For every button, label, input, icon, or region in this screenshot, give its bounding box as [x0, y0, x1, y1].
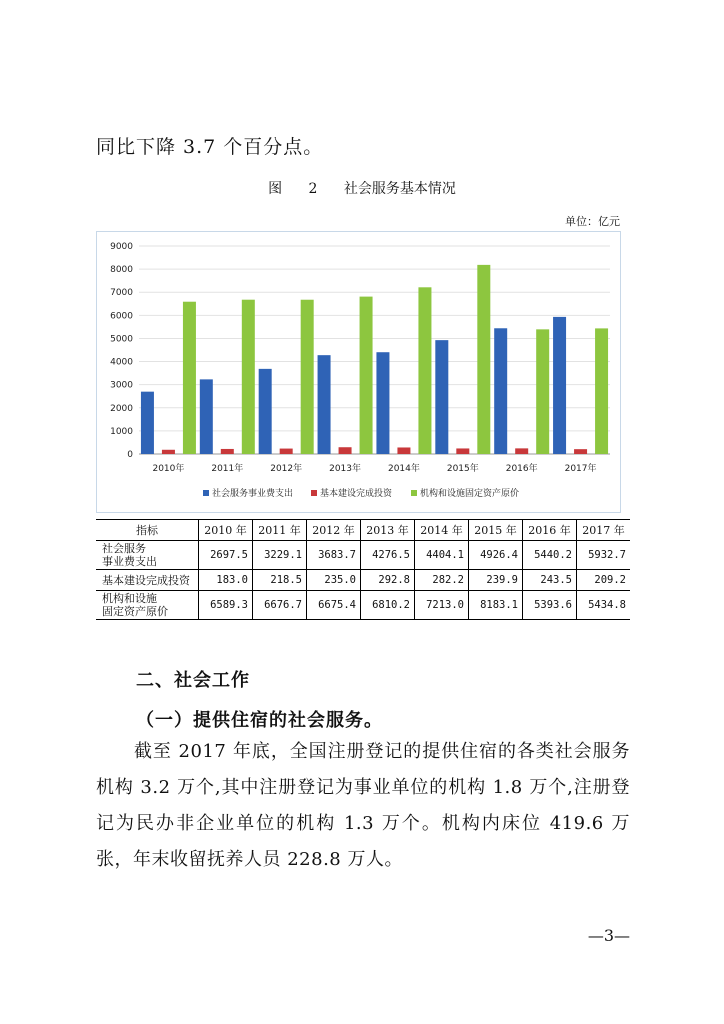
bar — [595, 328, 608, 454]
table-header-cell: 2015 年 — [469, 520, 523, 541]
x-tick-label: 2011年 — [211, 464, 244, 474]
table-header-cell: 2011 年 — [253, 520, 307, 541]
bar — [259, 369, 272, 454]
legend-label: 基本建设完成投资 — [320, 489, 393, 499]
row-label-line: 社会服务 — [102, 542, 146, 555]
table-cell: 5434.8 — [577, 591, 631, 620]
bar — [435, 340, 448, 454]
y-tick-label: 7000 — [110, 288, 133, 299]
x-tick-label: 2013年 — [329, 464, 362, 474]
page-number: —3— — [587, 926, 630, 945]
subsection-title: （一）提供住宿的社会服务。 — [136, 710, 383, 731]
body-paragraph: 截至 2017 年底，全国注册登记的提供住宿的各类社会服务机构 3.2 万个,其中注册登记为事业单位的机构 1.8 万个,注册登记为民办非企业单位的机构 1.3 万个。机构内床位 419.6 万张，年末收留抚养人员 228.8 万人。 — [96, 741, 630, 870]
legend-swatch — [311, 490, 317, 496]
row-label-line: 固定资产原价 — [102, 605, 168, 618]
x-tick-label: 2017年 — [564, 464, 597, 474]
table-cell: 6676.7 — [253, 591, 307, 620]
table-cell: 2697.5 — [199, 541, 253, 570]
bar — [494, 328, 507, 454]
table-cell: 239.9 — [469, 570, 523, 591]
data-table — [96, 519, 630, 620]
figure-title — [0, 178, 724, 198]
legend-swatch — [203, 490, 209, 496]
table-cell: 6589.3 — [199, 591, 253, 620]
table-header-cell: 2016 年 — [523, 520, 577, 541]
table-header-cell: 2010 年 — [199, 520, 253, 541]
y-tick-label: 4000 — [110, 357, 133, 368]
bar — [339, 447, 352, 454]
table-cell: 209.2 — [577, 570, 631, 591]
y-tick-label: 5000 — [110, 334, 133, 345]
table-cell: 5932.7 — [577, 541, 631, 570]
table-cell: 3683.7 — [307, 541, 361, 570]
table-cell: 5393.6 — [523, 591, 577, 620]
bar — [574, 449, 587, 454]
bar — [536, 329, 549, 454]
table-row — [96, 570, 630, 591]
row-label-line: 事业费支出 — [102, 555, 157, 568]
table-cell: 7213.0 — [415, 591, 469, 620]
bar — [318, 355, 331, 454]
table-header-cell: 2014 年 — [415, 520, 469, 541]
y-tick-label: 3000 — [110, 380, 133, 391]
bar — [242, 300, 255, 454]
bar — [360, 297, 373, 454]
table-cell: 292.8 — [361, 570, 415, 591]
bar — [553, 317, 566, 454]
bar — [221, 449, 234, 454]
table-cell: 218.5 — [253, 570, 307, 591]
legend-swatch — [411, 490, 417, 496]
table-cell: 243.5 — [523, 570, 577, 591]
unit-label: 单位：亿元 — [565, 215, 620, 228]
table-cell: 4404.1 — [415, 541, 469, 570]
x-tick-label: 2015年 — [446, 464, 479, 474]
bar — [418, 287, 431, 454]
table-cell: 8183.1 — [469, 591, 523, 620]
table-header-cell: 指标 — [96, 520, 199, 541]
legend-label: 机构和设施固定资产原价 — [420, 489, 520, 499]
y-tick-label: 6000 — [110, 311, 133, 322]
row-label-line: 基本建设完成投资 — [102, 573, 190, 587]
legend-label: 社会服务事业费支出 — [212, 489, 294, 499]
row-label — [96, 541, 199, 570]
table-cell: 6675.4 — [307, 591, 361, 620]
intro-text: 同比下降 3.7 个百分点。 — [96, 136, 324, 158]
table-header-cell: 2013 年 — [361, 520, 415, 541]
row-label-line: 机构和设施 — [102, 592, 157, 605]
y-tick-label: 0 — [127, 450, 133, 460]
table-row — [96, 591, 630, 620]
chart-container — [96, 231, 621, 513]
table-header-cell: 2017 年 — [577, 520, 631, 541]
table-header-cell: 2012 年 — [307, 520, 361, 541]
x-tick-label: 2014年 — [387, 464, 420, 474]
x-tick-label: 2016年 — [505, 464, 538, 474]
table-cell: 4926.4 — [469, 541, 523, 570]
figure-caption: 社会服务基本情况 — [343, 181, 456, 197]
section-title: 二、社会工作 — [136, 670, 250, 691]
bar — [162, 450, 175, 454]
x-tick-label: 2010年 — [152, 464, 185, 474]
bar — [200, 379, 213, 454]
y-tick-label: 2000 — [110, 403, 133, 414]
bar — [376, 352, 389, 454]
table-cell: 4276.5 — [361, 541, 415, 570]
y-tick-label: 8000 — [110, 265, 133, 276]
x-tick-label: 2012年 — [270, 464, 303, 474]
y-tick-label: 9000 — [110, 242, 133, 252]
row-label — [96, 570, 199, 591]
table-cell: 183.0 — [199, 570, 253, 591]
bar — [280, 449, 293, 454]
bar — [456, 448, 469, 454]
table-header-row — [96, 520, 630, 541]
bar — [477, 265, 490, 454]
table-cell: 6810.2 — [361, 591, 415, 620]
row-label — [96, 591, 199, 620]
bar — [301, 300, 314, 454]
table-cell: 5440.2 — [523, 541, 577, 570]
bar — [515, 448, 528, 454]
table-cell: 282.2 — [415, 570, 469, 591]
bar — [141, 392, 154, 454]
table-cell: 235.0 — [307, 570, 361, 591]
figure-label: 图 2 — [268, 181, 318, 197]
table-row — [96, 541, 630, 570]
bar — [183, 302, 196, 454]
bar-chart — [97, 232, 620, 512]
bar — [397, 447, 410, 454]
y-tick-label: 1000 — [110, 426, 133, 437]
table-cell: 3229.1 — [253, 541, 307, 570]
